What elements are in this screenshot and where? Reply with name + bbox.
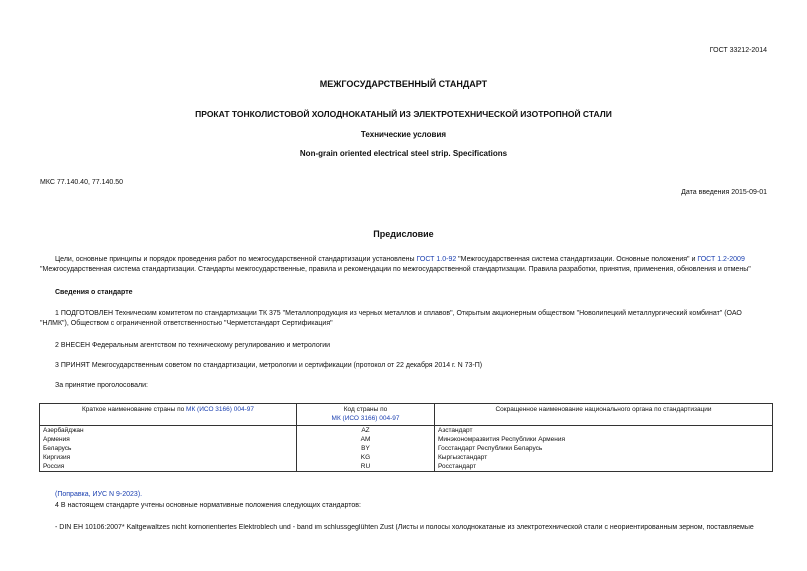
mk-iso-link[interactable]: МК (ИСО 3166) 004-97	[186, 406, 254, 413]
gost-1-2-link[interactable]: ГОСТ 1.2-2009	[697, 256, 745, 263]
preface-paragraph-1-cont: "Межгосударственная система стандартизации. Стандарты межгосударственные, правила и рекомендации по межгосударственной стандартизации. Правила разработки, принятия, применения, обновления и отмены"	[40, 266, 751, 273]
table-row	[40, 453, 773, 462]
cell-country: Азербайджан	[40, 426, 297, 436]
document-code: ГОСТ 33212-2014	[709, 47, 767, 54]
cell-code: AZ	[297, 426, 435, 436]
item-1-line-1: 1 ПОДГОТОВЛЕН Техническим комитетом по стандартизации ТК 375 "Металлопродукция из черных металлов и сплавов", Открытым акционерным обществом "Новолипецкий металлургический комбинат" (ОАО	[55, 310, 742, 317]
cell-country: Армения	[40, 435, 297, 444]
voting-table	[39, 403, 773, 472]
item-1-line-2: "НЛМК"), Обществом с ограниченной ответственностью "Черметстандарт Сертификация"	[40, 320, 333, 327]
standard-type-heading: МЕЖГОСУДАРСТВЕННЫЙ СТАНДАРТ	[319, 79, 488, 89]
preface-heading: Предисловие	[373, 229, 434, 239]
info-heading: Сведения о стандарте	[55, 289, 133, 296]
item-2: 2 ВНЕСЕН Федеральным агентством по техническому регулированию и метрологии	[55, 342, 331, 349]
introduction-date: Дата введения 2015-09-01	[681, 189, 767, 196]
cell-country: Киргизия	[40, 453, 297, 462]
cell-code: KG	[297, 453, 435, 462]
cell-code: BY	[297, 444, 435, 453]
header-country-text: Краткое наименование страны по	[82, 406, 187, 413]
table-header-row	[40, 404, 773, 426]
item-3: 3 ПРИНЯТ Межгосударственным советом по стандартизации, метрологии и сертификации (протокол от 22 декабря 2014 г. N 73-П)	[55, 362, 483, 369]
preface-paragraph-1	[55, 256, 745, 263]
cell-country: Беларусь	[40, 444, 297, 453]
cell-code: AM	[297, 435, 435, 444]
mks-code: МКС 77.140.40, 77.140.50	[40, 179, 124, 186]
din-standard-line: - DIN EH 10106:2007* Kaltgewaltzes nicht kornorientiertes Elektroblech und - band im schlussgeglühten Zust (Листы и полосы холоднокатаные из электротехнической стали с неориентированным зерном, поставляемые	[55, 524, 754, 531]
preface-text: "Межгосударственная система стандартизации. Основные положения" и	[456, 256, 698, 263]
cell-code: RU	[297, 462, 435, 472]
cell-body: Азстандарт	[435, 426, 773, 436]
english-title: Non-grain oriented electrical steel strip. Specifications	[299, 149, 508, 158]
table-row	[40, 435, 773, 444]
preface-text: Цели, основные принципы и порядок проведения работ по межгосударственной стандартизации установлены	[55, 256, 417, 263]
table-row	[40, 444, 773, 453]
document-subtitle: Технические условия	[360, 130, 447, 139]
header-country	[40, 404, 297, 426]
header-code	[297, 404, 435, 426]
amendment-link[interactable]: (Поправка, ИУС N 9-2023).	[55, 491, 143, 498]
table-row	[40, 462, 773, 472]
mk-iso-link[interactable]: МК (ИСО 3166) 004-97	[331, 415, 400, 422]
gost-1-0-link[interactable]: ГОСТ 1.0-92	[416, 256, 457, 263]
cell-body: Госстандарт Республики Беларусь	[435, 444, 773, 453]
header-body: Сокращенное наименование национального органа по стандартизации	[435, 404, 773, 426]
cell-body: Росстандарт	[435, 462, 773, 472]
document-title: ПРОКАТ ТОНКОЛИСТОВОЙ ХОЛОДНОКАТАНЫЙ ИЗ ЭЛЕКТРОТЕХНИЧЕСКОЙ ИЗОТРОПНОЙ СТАЛИ	[195, 109, 612, 119]
cell-country: Россия	[40, 462, 297, 472]
cell-body: Минэкономразвития Республики Армения	[435, 435, 773, 444]
table-row	[40, 426, 773, 436]
header-code-text: Код страны по	[343, 406, 388, 413]
voted-label: За принятие проголосовали:	[55, 382, 148, 389]
item-4: 4 В настоящем стандарте учтены основные нормативные положения следующих стандартов:	[55, 502, 361, 509]
cell-body: Кыргызстандарт	[435, 453, 773, 462]
